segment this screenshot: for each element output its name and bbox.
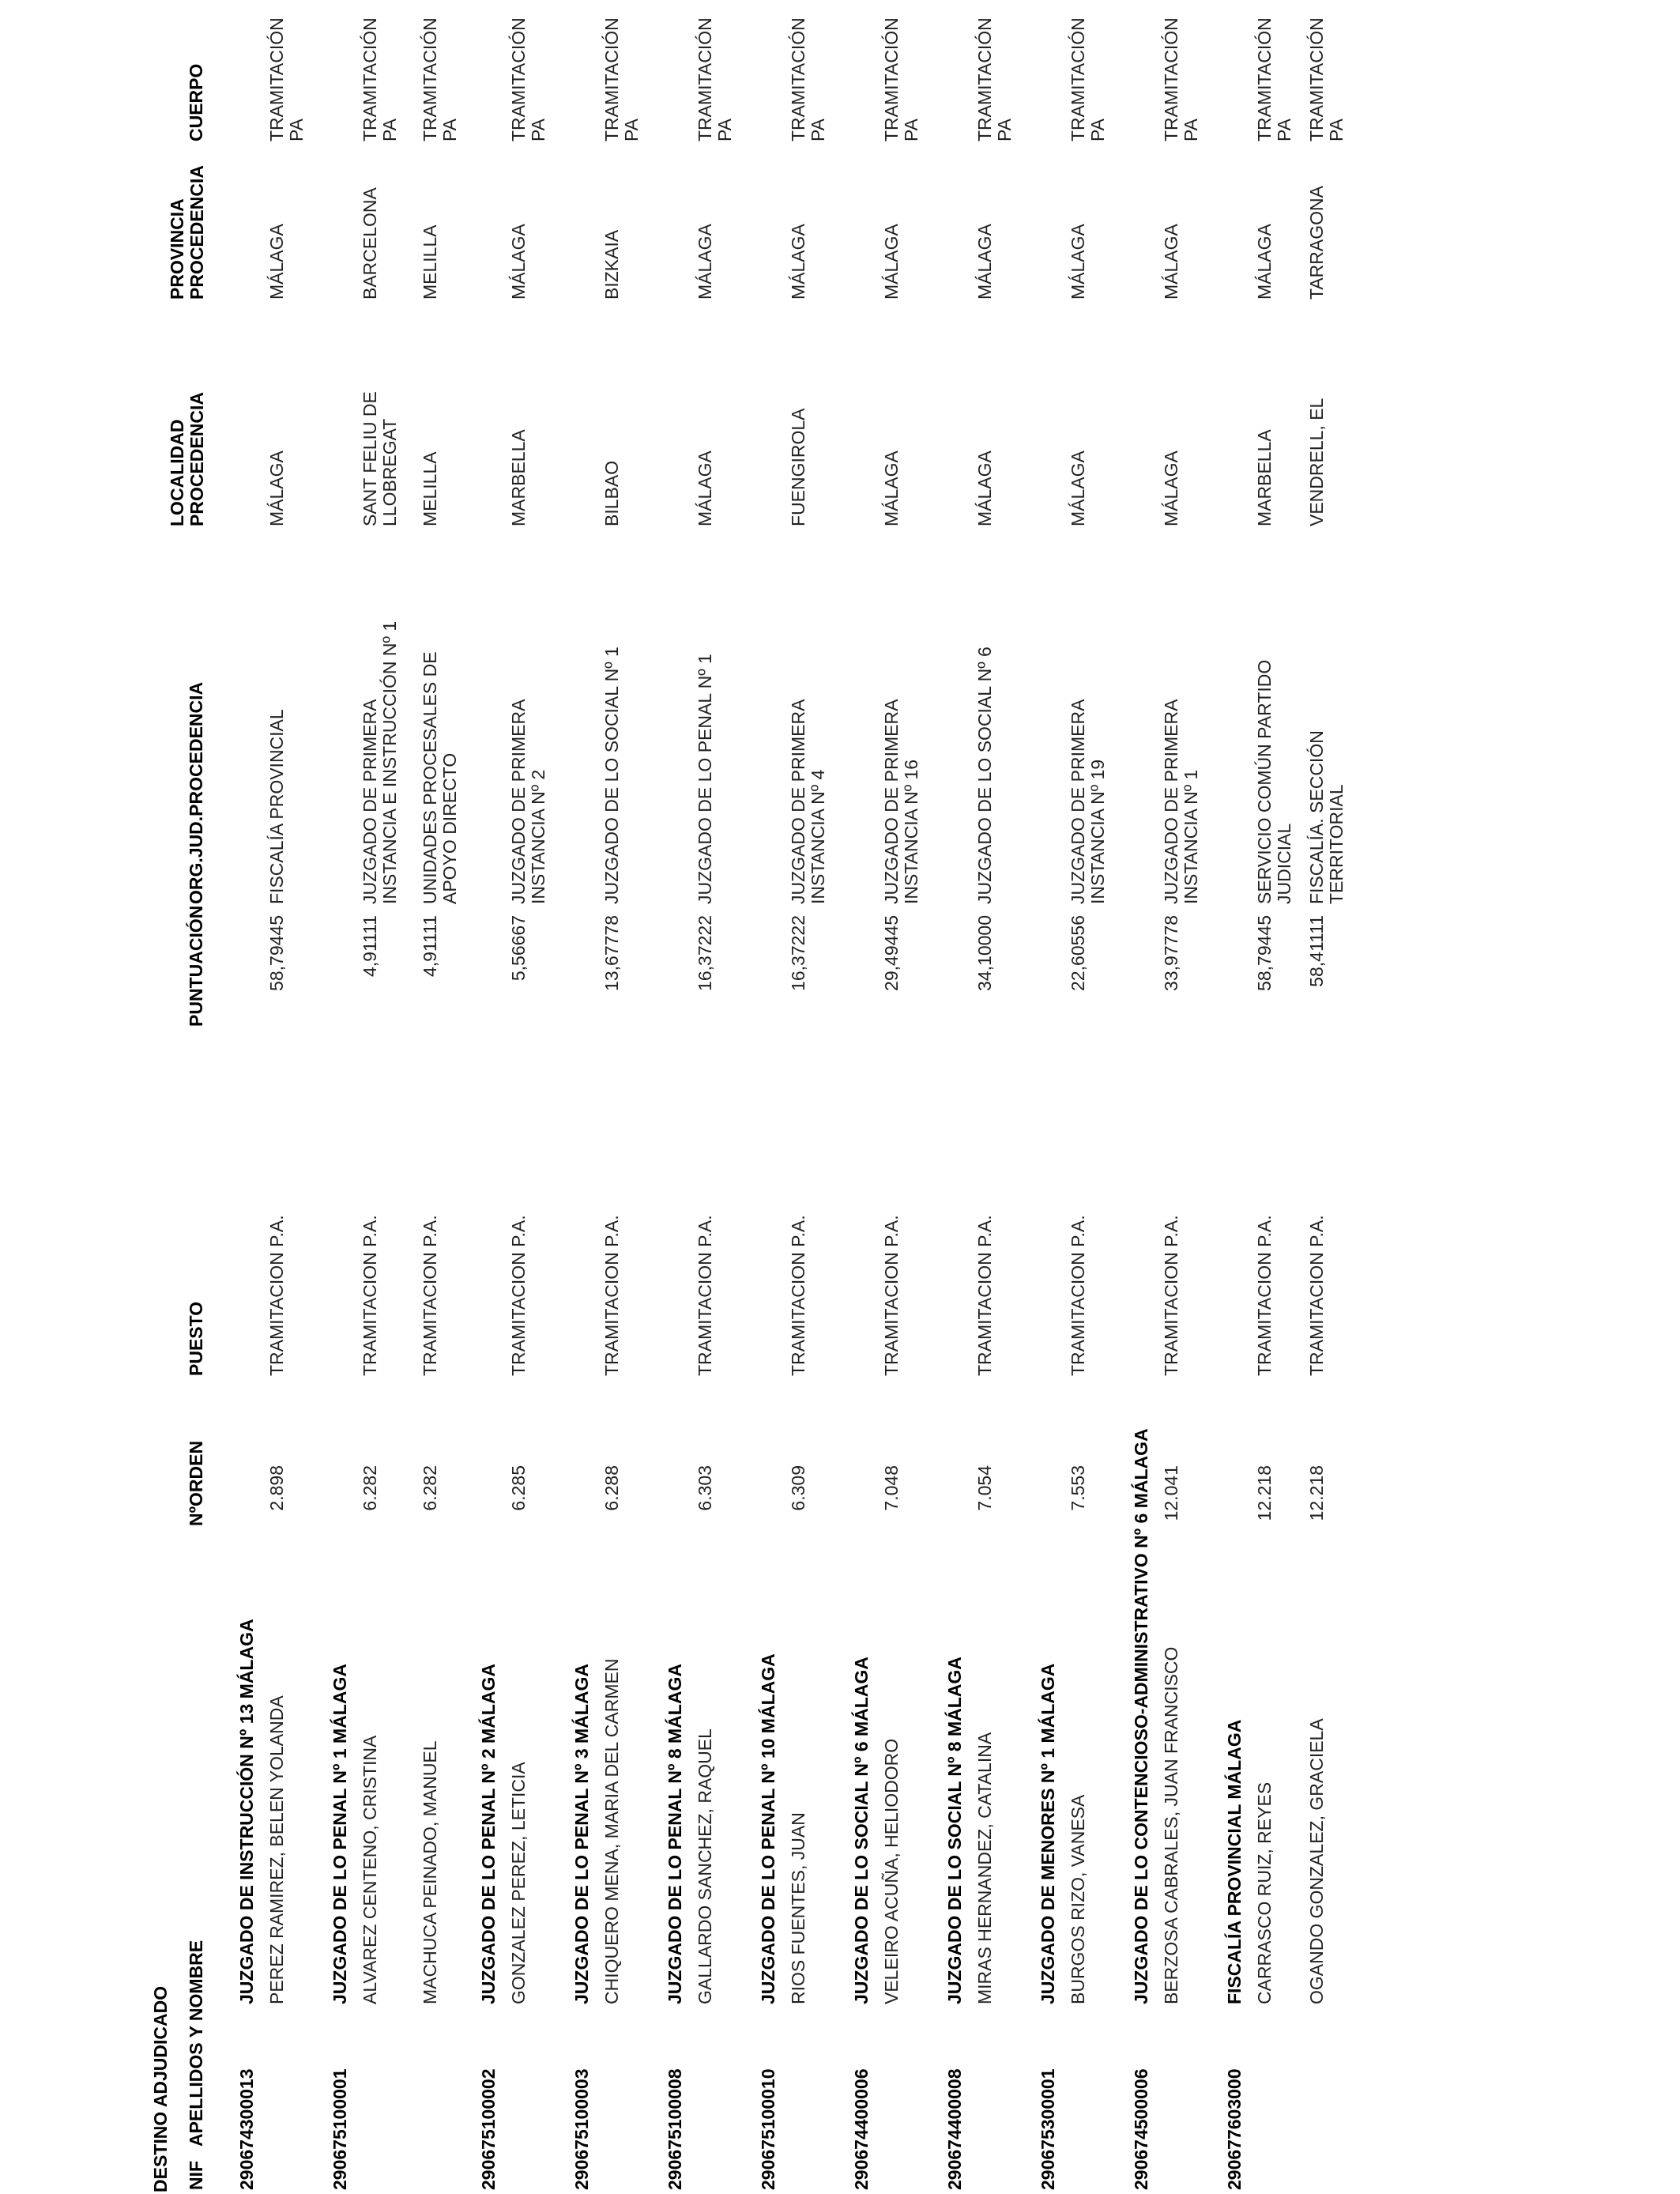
row-cuerpo-line: PA — [439, 119, 460, 141]
row-apellidos-nombre: RIOS FUENTES, JUAN — [788, 1812, 808, 2004]
row-org-procedencia — [360, 621, 400, 904]
row-cuerpo-line: PA — [1326, 119, 1347, 141]
row-org-procedencia — [509, 699, 548, 904]
row-localidad — [975, 450, 995, 526]
row-org-procedencia-line: INSTANCIA Nº 2 — [528, 769, 548, 904]
header-norden: NºORDEN — [186, 1440, 206, 1526]
row-cuerpo-line: PA — [901, 119, 921, 141]
row-cuerpo-line: TRAMITACIÓN — [508, 17, 529, 141]
destino-nif: 290677603000 — [1224, 2068, 1245, 2190]
row-puntuacion: 34,10000 — [974, 915, 995, 991]
row-norden: 7.054 — [974, 1465, 995, 1511]
row-localidad-line: MARBELLA — [1254, 429, 1275, 526]
row-localidad-line: BILBAO — [601, 460, 622, 526]
destino-nif: 290675300001 — [1038, 2068, 1058, 2190]
row-cuerpo-line: TRAMITACIÓN — [974, 17, 995, 141]
row-org-procedencia — [267, 709, 287, 904]
row-cuerpo — [360, 17, 400, 141]
row-apellidos-nombre: ALVAREZ CENTENO, CRISTINA — [360, 1735, 380, 2004]
row-localidad-line: MARBELLA — [508, 429, 529, 526]
header-puesto: PUESTO — [186, 1301, 206, 1376]
row-puesto: TRAMITACION P.A. — [788, 1215, 808, 1376]
header-cuerpo: CUERPO — [186, 63, 206, 141]
row-org-procedencia — [1162, 699, 1201, 904]
row-puesto: TRAMITACION P.A. — [420, 1215, 440, 1376]
row-org-procedencia — [1307, 730, 1347, 904]
row-cuerpo-line: TRAMITACIÓN — [788, 17, 808, 141]
row-puesto: TRAMITACION P.A. — [1068, 1215, 1088, 1376]
row-org-procedencia-line: APOYO DIRECTO — [439, 752, 460, 904]
row-cuerpo-line: PA — [286, 119, 307, 141]
row-cuerpo-line: PA — [1087, 119, 1108, 141]
row-provincia: MÁLAGA — [1254, 224, 1275, 300]
row-apellidos-nombre: BERZOSA CABRALES, JUAN FRANCISCO — [1161, 1646, 1181, 2004]
row-apellidos-nombre: CHIQUERO MENA, MARIA DEL CARMEN — [601, 1658, 622, 2004]
row-org-procedencia-line: JUZGADO DE LO PENAL Nº 1 — [695, 654, 715, 904]
row-cuerpo-line: TRAMITACIÓN — [266, 17, 287, 141]
row-localidad — [1255, 429, 1275, 526]
row-norden: 6.282 — [420, 1465, 440, 1511]
row-cuerpo-line: TRAMITACIÓN — [881, 17, 902, 141]
destino-name: JUZGADO DE LO PENAL Nº 1 MÁLAGA — [330, 1664, 350, 2004]
row-provincia: MÁLAGA — [695, 224, 715, 300]
row-org-procedencia-line: JUZGADO DE PRIMERA — [1068, 699, 1088, 904]
row-cuerpo-line: TRAMITACIÓN — [1254, 17, 1275, 141]
row-cuerpo-line: PA — [808, 119, 828, 141]
row-localidad-line: MÁLAGA — [695, 450, 715, 526]
row-org-procedencia — [882, 699, 921, 904]
row-apellidos-nombre: VELEIRO ACUÑA, HELIODORO — [881, 1738, 902, 2004]
row-org-procedencia-line: INSTANCIA Nº 16 — [901, 759, 921, 904]
row-provincia: BIZKAIA — [601, 229, 622, 300]
row-localidad-line: MÁLAGA — [1161, 450, 1181, 526]
destino-name: JUZGADO DE LO PENAL Nº 8 MÁLAGA — [665, 1664, 685, 2004]
row-provincia: MÁLAGA — [1068, 224, 1088, 300]
row-cuerpo — [695, 17, 735, 141]
row-org-procedencia — [420, 651, 460, 904]
header-nif: NIF — [186, 2160, 206, 2190]
row-localidad — [602, 461, 622, 526]
destino-nif: 290675100003 — [571, 2068, 592, 2190]
row-localidad — [789, 408, 808, 526]
row-localidad-line: LLOBREGAT — [379, 418, 400, 526]
destino-nif: 290675100001 — [330, 2068, 350, 2190]
row-cuerpo — [1255, 17, 1294, 141]
row-cuerpo-line: PA — [1274, 119, 1294, 141]
destino-nif: 290675100002 — [478, 2068, 499, 2190]
destino-name: JUZGADO DE LO PENAL Nº 2 MÁLAGA — [478, 1664, 499, 2004]
row-localidad — [360, 391, 400, 526]
row-cuerpo-line: PA — [994, 119, 1015, 141]
row-norden: 6.303 — [695, 1465, 715, 1511]
row-norden: 12.218 — [1254, 1465, 1275, 1521]
row-puntuacion: 58,79445 — [1254, 915, 1275, 991]
row-cuerpo — [509, 17, 548, 141]
header-localidad-line2: PROCEDENCIA — [186, 392, 207, 526]
row-puntuacion: 16,37222 — [788, 915, 808, 991]
destino-nif: 290675100010 — [758, 2068, 778, 2190]
row-apellidos-nombre: MIRAS HERNANDEZ, CATALINA — [974, 1732, 995, 2004]
row-apellidos-nombre: BURGOS RIZO, VANESA — [1068, 1794, 1088, 2004]
header-provincia — [168, 165, 207, 300]
row-cuerpo-line: TRAMITACIÓN — [601, 17, 622, 141]
row-localidad-line: FUENGIROLA — [788, 408, 808, 526]
row-norden: 12.041 — [1161, 1465, 1181, 1521]
row-cuerpo — [975, 17, 1015, 141]
header-org: ORG.JUD.PROCEDENCIA — [186, 681, 206, 904]
header-provincia-line2: PROCEDENCIA — [186, 165, 207, 300]
row-localidad — [420, 451, 440, 526]
destino-nif: 290675100008 — [665, 2068, 685, 2190]
row-org-procedencia-line: JUZGADO DE PRIMERA — [360, 699, 380, 904]
row-cuerpo-line: TRAMITACIÓN — [695, 17, 715, 141]
row-cuerpo — [420, 17, 460, 141]
row-cuerpo — [882, 17, 921, 141]
destino-nif: 290674300013 — [236, 2068, 257, 2190]
row-apellidos-nombre: GALLARDO SANCHEZ, RAQUEL — [695, 1728, 715, 2004]
row-puesto: TRAMITACION P.A. — [508, 1215, 529, 1376]
row-puesto: TRAMITACION P.A. — [1306, 1215, 1327, 1376]
row-org-procedencia-line: JUZGADO DE PRIMERA — [788, 699, 808, 904]
row-norden: 6.309 — [788, 1465, 808, 1511]
row-cuerpo — [1068, 17, 1108, 141]
row-provincia: MÁLAGA — [1161, 224, 1181, 300]
destino-name: JUZGADO DE LO PENAL Nº 10 MÁLAGA — [758, 1653, 778, 2004]
row-cuerpo — [1307, 17, 1347, 141]
row-localidad-line: MÁLAGA — [1068, 450, 1088, 526]
row-localidad — [267, 450, 287, 526]
row-apellidos-nombre: MACHUCA PEINADO, MANUEL — [420, 1740, 440, 2004]
row-cuerpo-line: TRAMITACIÓN — [360, 17, 380, 141]
row-provincia: MELILLA — [420, 224, 440, 300]
row-provincia: MÁLAGA — [508, 224, 529, 300]
row-apellidos-nombre: CARRASCO RUIZ, REYES — [1254, 1781, 1275, 2004]
row-puesto: TRAMITACION P.A. — [695, 1215, 715, 1376]
row-localidad — [882, 450, 902, 526]
row-puesto: TRAMITACION P.A. — [601, 1215, 622, 1376]
row-localidad — [1068, 450, 1088, 526]
header-apellidos: APELLIDOS Y NOMBRE — [186, 1940, 206, 2147]
row-norden: 2.898 — [266, 1465, 287, 1511]
row-norden: 7.553 — [1068, 1465, 1088, 1511]
row-puntuacion: 16,37222 — [695, 915, 715, 991]
row-puesto: TRAMITACION P.A. — [360, 1215, 380, 1376]
row-org-procedencia-line: FISCALÍA PROVINCIAL — [266, 709, 287, 904]
row-cuerpo-line: PA — [528, 119, 548, 141]
row-provincia: MÁLAGA — [266, 224, 287, 300]
row-cuerpo-line: PA — [621, 119, 642, 141]
row-apellidos-nombre: OGANDO GONZALEZ, GRACIELA — [1306, 1718, 1327, 2004]
row-apellidos-nombre: PEREZ RAMIREZ, BELEN YOLANDA — [266, 1695, 287, 2004]
row-norden: 12.218 — [1306, 1465, 1327, 1521]
row-norden: 7.048 — [881, 1465, 902, 1511]
row-cuerpo-line: TRAMITACIÓN — [1161, 17, 1181, 141]
row-org-procedencia — [789, 699, 828, 904]
destino-name: JUZGADO DE MENORES Nº 1 MÁLAGA — [1038, 1663, 1058, 2004]
row-puesto: TRAMITACION P.A. — [974, 1215, 995, 1376]
row-localidad — [1307, 398, 1327, 526]
row-puesto: TRAMITACION P.A. — [1254, 1215, 1275, 1376]
row-cuerpo — [267, 17, 307, 141]
row-localidad-line: MÁLAGA — [266, 450, 287, 526]
row-org-procedencia — [1068, 699, 1108, 904]
row-cuerpo-line: PA — [1181, 119, 1201, 141]
row-org-procedencia-line: SERVICIO COMÚN PARTIDO — [1254, 659, 1275, 904]
row-cuerpo — [602, 17, 642, 141]
destino-name: JUZGADO DE LO SOCIAL Nº 6 MÁLAGA — [851, 1657, 872, 2004]
row-puntuacion: 22,60556 — [1068, 915, 1088, 991]
header-provincia-line1: PROVINCIA — [167, 198, 187, 300]
row-provincia: MÁLAGA — [788, 224, 808, 300]
row-provincia: BARCELONA — [360, 187, 380, 300]
destino-name: JUZGADO DE INSTRUCCIÓN Nº 13 MÁLAGA — [236, 1619, 257, 2004]
header-localidad-line1: LOCALIDAD — [167, 419, 187, 526]
row-puntuacion: 13,67778 — [601, 915, 622, 991]
row-org-procedencia-line: INSTANCIA Nº 1 — [1181, 769, 1201, 904]
row-localidad-line: MÁLAGA — [881, 450, 902, 526]
destino-nif: 290674400006 — [851, 2068, 872, 2190]
row-cuerpo-line: TRAMITACIÓN — [1068, 17, 1088, 141]
row-org-procedencia — [1255, 660, 1294, 904]
row-org-procedencia-line: INSTANCIA Nº 19 — [1087, 759, 1108, 904]
row-cuerpo-line: PA — [379, 119, 400, 141]
row-localidad-line: VENDRELL, EL — [1306, 398, 1327, 526]
row-norden: 6.285 — [508, 1465, 529, 1511]
row-cuerpo-line: TRAMITACIÓN — [420, 17, 440, 141]
row-org-procedencia-line: JUZGADO DE PRIMERA — [508, 699, 529, 904]
destino-name: FISCALÍA PROVINCIAL MÁLAGA — [1224, 1719, 1245, 2004]
header-puntuacion: PUNTUACIÓN — [186, 905, 206, 1027]
destino-nif: 290674500006 — [1131, 2068, 1151, 2190]
row-puesto: TRAMITACION P.A. — [1161, 1215, 1181, 1376]
row-org-procedencia-line: INSTANCIA Nº 4 — [808, 769, 828, 904]
row-cuerpo-line: PA — [714, 119, 735, 141]
row-puesto: TRAMITACION P.A. — [881, 1215, 902, 1376]
row-localidad — [509, 429, 529, 526]
row-norden: 6.282 — [360, 1465, 380, 1511]
document-title: DESTINO ADJUDICADO — [150, 1985, 171, 2192]
row-puntuacion: 58,79445 — [266, 915, 287, 991]
destino-name: JUZGADO DE LO PENAL Nº 3 MÁLAGA — [571, 1664, 592, 2004]
row-org-procedencia-line: FISCALÍA. SECCIÓN — [1306, 730, 1327, 904]
row-puntuacion: 33,97778 — [1161, 915, 1181, 991]
row-puntuacion: 29,49445 — [881, 915, 902, 991]
row-localidad-line: MELILLA — [420, 451, 440, 526]
row-apellidos-nombre: GONZALEZ PEREZ, LETICIA — [508, 1762, 529, 2004]
row-localidad-line: MÁLAGA — [974, 450, 995, 526]
row-provincia: MÁLAGA — [974, 224, 995, 300]
row-org-procedencia — [975, 647, 995, 904]
row-cuerpo — [1162, 17, 1201, 141]
row-org-procedencia-line: JUZGADO DE LO SOCIAL Nº 1 — [601, 647, 622, 904]
header-localidad — [168, 392, 207, 526]
row-org-procedencia-line: JUZGADO DE LO SOCIAL Nº 6 — [974, 647, 995, 904]
row-norden: 6.288 — [601, 1465, 622, 1511]
row-localidad-line: SANT FELIU DE — [360, 391, 380, 526]
row-localidad — [1162, 450, 1181, 526]
row-puesto: TRAMITACION P.A. — [266, 1215, 287, 1376]
row-puntuacion: 58,41111 — [1306, 915, 1327, 987]
row-org-procedencia-line: JUDICIAL — [1274, 823, 1294, 904]
row-puntuacion: 4,91111 — [360, 915, 380, 978]
row-cuerpo — [789, 17, 828, 141]
row-org-procedencia — [695, 654, 715, 904]
destino-name: JUZGADO DE LO SOCIAL Nº 8 MÁLAGA — [944, 1657, 965, 2004]
row-localidad — [695, 450, 715, 526]
row-provincia: MÁLAGA — [881, 224, 902, 300]
destino-nif: 290674400008 — [944, 2068, 965, 2190]
row-puntuacion: 5,56667 — [508, 915, 529, 982]
row-org-procedencia-line: UNIDADES PROCESALES DE — [420, 651, 440, 904]
row-org-procedencia-line: TERRITORIAL — [1326, 784, 1347, 904]
row-org-procedencia — [602, 647, 622, 904]
destino-name: JUZGADO DE LO CONTENCIOSO-ADMINISTRATIVO Nº 6 MÁLAGA — [1131, 1428, 1151, 2004]
row-org-procedencia-line: JUZGADO DE PRIMERA — [1161, 699, 1181, 904]
row-provincia: TARRAGONA — [1306, 186, 1327, 300]
row-cuerpo-line: TRAMITACIÓN — [1306, 17, 1327, 141]
row-puntuacion: 4,91111 — [420, 915, 440, 978]
row-org-procedencia-line: INSTANCIA E INSTRUCCIÓN Nº 1 — [379, 620, 400, 904]
row-org-procedencia-line: JUZGADO DE PRIMERA — [881, 699, 902, 904]
